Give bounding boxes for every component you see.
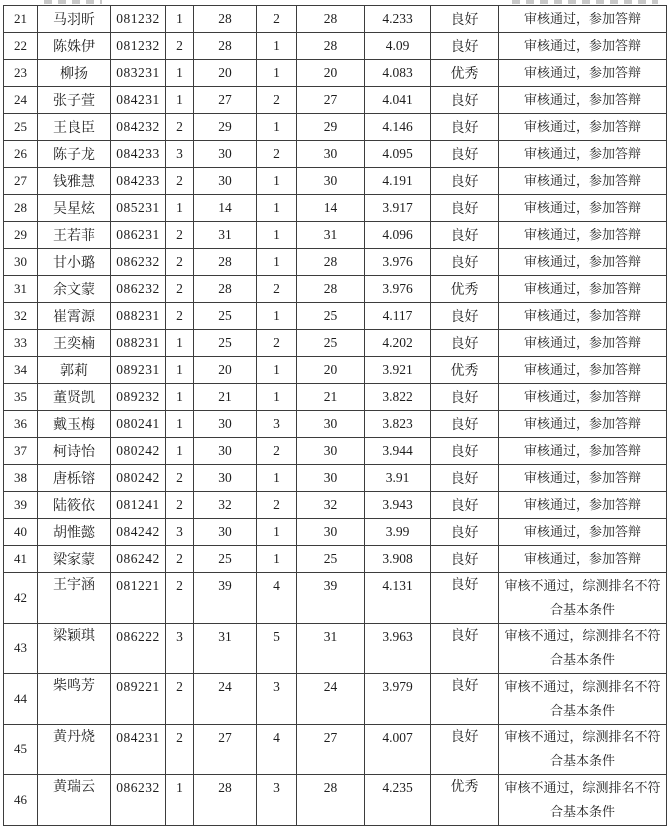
cell-review-remark: 审核不通过，综测排名不符合基本条件 xyxy=(499,674,667,725)
cell-row-no: 42 xyxy=(4,573,38,624)
cell-review-remark: 审核不通过，综测排名不符合基本条件 xyxy=(499,724,667,775)
review-table-body xyxy=(4,6,667,826)
cell-class-id: 089232 xyxy=(111,384,166,411)
cell-rank-1: 2 xyxy=(166,249,194,276)
cell-class-size-1: 28 xyxy=(194,33,257,60)
cell-rating: 良好 xyxy=(431,303,499,330)
cell-class-size-2: 24 xyxy=(297,674,365,725)
cell-class-size-1: 30 xyxy=(194,168,257,195)
cell-class-size-1: 28 xyxy=(194,775,257,826)
cell-rank-1: 2 xyxy=(166,276,194,303)
cell-name: 柴鸣芳 xyxy=(38,674,111,725)
cell-class-id: 081232 xyxy=(111,33,166,60)
cell-gpa: 3.917 xyxy=(365,195,431,222)
cell-review-remark: 审核通过，参加答辩 xyxy=(499,411,667,438)
cell-rank-2: 3 xyxy=(257,674,297,725)
cell-name: 崔霄源 xyxy=(38,303,111,330)
cell-row-no: 45 xyxy=(4,724,38,775)
cell-row-no: 43 xyxy=(4,623,38,674)
cell-name: 钱雅慧 xyxy=(38,168,111,195)
cell-class-size-2: 30 xyxy=(297,465,365,492)
cell-class-id: 081241 xyxy=(111,492,166,519)
cell-rank-2: 1 xyxy=(257,546,297,573)
cell-rating: 良好 xyxy=(431,222,499,249)
cell-gpa: 4.09 xyxy=(365,33,431,60)
cell-rank-2: 1 xyxy=(257,303,297,330)
table-row xyxy=(4,276,667,303)
cell-rank-2: 5 xyxy=(257,623,297,674)
cell-rating: 良好 xyxy=(431,384,499,411)
cell-rank-2: 1 xyxy=(257,384,297,411)
cell-gpa: 3.822 xyxy=(365,384,431,411)
cell-review-remark: 审核通过，参加答辩 xyxy=(499,438,667,465)
cell-rating: 良好 xyxy=(431,249,499,276)
table-row xyxy=(4,330,667,357)
table-row xyxy=(4,195,667,222)
cell-rank-2: 2 xyxy=(257,492,297,519)
cell-class-size-1: 25 xyxy=(194,330,257,357)
cell-class-size-1: 29 xyxy=(194,114,257,141)
table-row xyxy=(4,168,667,195)
cell-review-remark: 审核不通过，综测排名不符合基本条件 xyxy=(499,775,667,826)
cell-class-size-2: 31 xyxy=(297,222,365,249)
cell-review-remark: 审核通过，参加答辩 xyxy=(499,249,667,276)
cell-gpa: 4.235 xyxy=(365,775,431,826)
table-row xyxy=(4,519,667,546)
cell-gpa: 3.976 xyxy=(365,276,431,303)
cell-class-size-1: 20 xyxy=(194,60,257,87)
cell-name: 胡惟懿 xyxy=(38,519,111,546)
cell-class-size-1: 25 xyxy=(194,303,257,330)
cell-rank-2: 4 xyxy=(257,724,297,775)
cell-name: 黄瑞云 xyxy=(38,775,111,826)
cell-rank-1: 2 xyxy=(166,724,194,775)
cell-class-size-1: 30 xyxy=(194,465,257,492)
cell-gpa: 4.007 xyxy=(365,724,431,775)
table-row xyxy=(4,357,667,384)
table-row xyxy=(4,60,667,87)
table-row xyxy=(4,249,667,276)
cell-class-id: 086232 xyxy=(111,249,166,276)
cell-class-id: 088231 xyxy=(111,303,166,330)
cell-class-size-1: 24 xyxy=(194,674,257,725)
cell-review-remark: 审核通过，参加答辩 xyxy=(499,384,667,411)
cell-rank-1: 1 xyxy=(166,438,194,465)
cell-name: 王奕楠 xyxy=(38,330,111,357)
cell-class-size-2: 28 xyxy=(297,276,365,303)
cell-name: 余文蒙 xyxy=(38,276,111,303)
cell-rank-1: 3 xyxy=(166,623,194,674)
cell-rating: 良好 xyxy=(431,141,499,168)
cell-rank-1: 1 xyxy=(166,411,194,438)
cell-class-id: 080242 xyxy=(111,438,166,465)
cell-class-id: 083231 xyxy=(111,60,166,87)
cell-rank-2: 2 xyxy=(257,6,297,33)
cell-row-no: 36 xyxy=(4,411,38,438)
cell-rating: 良好 xyxy=(431,330,499,357)
cell-row-no: 31 xyxy=(4,276,38,303)
cell-class-size-2: 30 xyxy=(297,411,365,438)
cell-rating: 良好 xyxy=(431,724,499,775)
cell-row-no: 23 xyxy=(4,60,38,87)
cell-class-id: 086232 xyxy=(111,775,166,826)
table-row xyxy=(4,573,667,624)
cell-rank-1: 3 xyxy=(166,519,194,546)
cell-class-size-1: 31 xyxy=(194,222,257,249)
clipped-prev-row-artifact-right xyxy=(512,0,658,4)
cell-rank-2: 1 xyxy=(257,519,297,546)
cell-gpa: 3.921 xyxy=(365,357,431,384)
cell-row-no: 33 xyxy=(4,330,38,357)
table-row xyxy=(4,411,667,438)
cell-class-size-2: 28 xyxy=(297,33,365,60)
cell-class-size-2: 20 xyxy=(297,357,365,384)
cell-rating: 良好 xyxy=(431,465,499,492)
cell-name: 甘小璐 xyxy=(38,249,111,276)
cell-review-remark: 审核通过，参加答辩 xyxy=(499,546,667,573)
cell-class-size-1: 27 xyxy=(194,87,257,114)
cell-name: 陈子龙 xyxy=(38,141,111,168)
cell-row-no: 32 xyxy=(4,303,38,330)
cell-rank-1: 2 xyxy=(166,33,194,60)
cell-rating: 良好 xyxy=(431,87,499,114)
cell-review-remark: 审核通过，参加答辩 xyxy=(499,465,667,492)
cell-row-no: 39 xyxy=(4,492,38,519)
cell-class-size-2: 30 xyxy=(297,141,365,168)
cell-gpa: 3.944 xyxy=(365,438,431,465)
cell-rank-2: 2 xyxy=(257,330,297,357)
cell-name: 梁家蒙 xyxy=(38,546,111,573)
cell-rank-1: 2 xyxy=(166,168,194,195)
cell-gpa: 3.976 xyxy=(365,249,431,276)
cell-rating: 良好 xyxy=(431,195,499,222)
cell-class-id: 089221 xyxy=(111,674,166,725)
cell-class-id: 080242 xyxy=(111,465,166,492)
cell-review-remark: 审核不通过，综测排名不符合基本条件 xyxy=(499,573,667,624)
cell-review-remark: 审核通过，参加答辩 xyxy=(499,492,667,519)
cell-class-id: 086232 xyxy=(111,276,166,303)
cell-row-no: 35 xyxy=(4,384,38,411)
cell-rank-2: 1 xyxy=(257,195,297,222)
cell-class-id: 088231 xyxy=(111,330,166,357)
cell-class-size-2: 20 xyxy=(297,60,365,87)
cell-gpa: 4.233 xyxy=(365,6,431,33)
cell-rank-1: 1 xyxy=(166,384,194,411)
cell-class-size-2: 28 xyxy=(297,6,365,33)
cell-name: 梁颖琪 xyxy=(38,623,111,674)
cell-rating: 良好 xyxy=(431,6,499,33)
cell-class-size-2: 30 xyxy=(297,438,365,465)
cell-rating: 良好 xyxy=(431,168,499,195)
cell-gpa: 4.095 xyxy=(365,141,431,168)
cell-gpa: 3.91 xyxy=(365,465,431,492)
cell-class-size-1: 25 xyxy=(194,546,257,573)
cell-rank-1: 2 xyxy=(166,492,194,519)
cell-class-id: 086231 xyxy=(111,222,166,249)
cell-rank-2: 1 xyxy=(257,465,297,492)
cell-class-id: 084231 xyxy=(111,724,166,775)
cell-rank-2: 1 xyxy=(257,357,297,384)
cell-row-no: 44 xyxy=(4,674,38,725)
cell-class-size-2: 14 xyxy=(297,195,365,222)
cell-class-size-1: 32 xyxy=(194,492,257,519)
table-row xyxy=(4,222,667,249)
cell-row-no: 29 xyxy=(4,222,38,249)
cell-rank-2: 3 xyxy=(257,411,297,438)
cell-class-size-2: 29 xyxy=(297,114,365,141)
cell-review-remark: 审核通过，参加答辩 xyxy=(499,303,667,330)
cell-name: 王若菲 xyxy=(38,222,111,249)
cell-rank-2: 2 xyxy=(257,87,297,114)
cell-rank-1: 1 xyxy=(166,195,194,222)
table-row xyxy=(4,6,667,33)
cell-class-size-2: 27 xyxy=(297,724,365,775)
cell-rating: 优秀 xyxy=(431,775,499,826)
cell-rank-2: 2 xyxy=(257,141,297,168)
cell-gpa: 3.943 xyxy=(365,492,431,519)
table-row xyxy=(4,303,667,330)
cell-class-size-2: 27 xyxy=(297,87,365,114)
cell-rank-1: 2 xyxy=(166,674,194,725)
cell-row-no: 46 xyxy=(4,775,38,826)
cell-row-no: 30 xyxy=(4,249,38,276)
cell-rating: 良好 xyxy=(431,519,499,546)
cell-class-size-2: 30 xyxy=(297,168,365,195)
cell-row-no: 37 xyxy=(4,438,38,465)
cell-row-no: 27 xyxy=(4,168,38,195)
cell-rating: 优秀 xyxy=(431,357,499,384)
cell-review-remark: 审核通过，参加答辩 xyxy=(499,276,667,303)
cell-review-remark: 审核通过，参加答辩 xyxy=(499,168,667,195)
cell-gpa: 4.131 xyxy=(365,573,431,624)
cell-rank-2: 1 xyxy=(257,168,297,195)
cell-review-remark: 审核通过，参加答辩 xyxy=(499,33,667,60)
cell-class-id: 081232 xyxy=(111,6,166,33)
cell-review-remark: 审核不通过，综测排名不符合基本条件 xyxy=(499,623,667,674)
cell-rank-1: 3 xyxy=(166,141,194,168)
cell-class-size-2: 25 xyxy=(297,546,365,573)
cell-rank-1: 1 xyxy=(166,87,194,114)
cell-gpa: 3.99 xyxy=(365,519,431,546)
cell-class-id: 080241 xyxy=(111,411,166,438)
cell-rank-1: 1 xyxy=(166,330,194,357)
cell-class-id: 084232 xyxy=(111,114,166,141)
cell-class-id: 084233 xyxy=(111,141,166,168)
cell-class-size-1: 28 xyxy=(194,276,257,303)
cell-class-size-2: 39 xyxy=(297,573,365,624)
table-row xyxy=(4,465,667,492)
clipped-prev-row-artifact-left xyxy=(44,0,102,4)
cell-review-remark: 审核通过，参加答辩 xyxy=(499,222,667,249)
cell-class-id: 085231 xyxy=(111,195,166,222)
cell-class-size-2: 30 xyxy=(297,519,365,546)
table-row xyxy=(4,384,667,411)
cell-name: 柯诗怡 xyxy=(38,438,111,465)
cell-rating: 良好 xyxy=(431,674,499,725)
cell-review-remark: 审核通过，参加答辩 xyxy=(499,519,667,546)
cell-rank-1: 1 xyxy=(166,775,194,826)
cell-name: 黄丹烧 xyxy=(38,724,111,775)
cell-review-remark: 审核通过，参加答辩 xyxy=(499,357,667,384)
cell-row-no: 26 xyxy=(4,141,38,168)
cell-name: 王良臣 xyxy=(38,114,111,141)
cell-review-remark: 审核通过，参加答辩 xyxy=(499,330,667,357)
cell-class-size-1: 28 xyxy=(194,6,257,33)
cell-rank-2: 1 xyxy=(257,114,297,141)
cell-class-size-2: 28 xyxy=(297,775,365,826)
cell-row-no: 40 xyxy=(4,519,38,546)
cell-name: 唐栎镕 xyxy=(38,465,111,492)
student-review-table xyxy=(3,5,667,826)
cell-rank-1: 1 xyxy=(166,6,194,33)
cell-rating: 良好 xyxy=(431,546,499,573)
cell-name: 董贤凯 xyxy=(38,384,111,411)
cell-review-remark: 审核通过，参加答辩 xyxy=(499,60,667,87)
cell-name: 柳扬 xyxy=(38,60,111,87)
cell-rank-1: 2 xyxy=(166,303,194,330)
cell-class-size-1: 20 xyxy=(194,357,257,384)
cell-gpa: 4.202 xyxy=(365,330,431,357)
table-row xyxy=(4,775,667,826)
table-row xyxy=(4,623,667,674)
cell-class-id: 081221 xyxy=(111,573,166,624)
cell-class-size-2: 25 xyxy=(297,330,365,357)
cell-review-remark: 审核通过，参加答辩 xyxy=(499,6,667,33)
cell-rating: 良好 xyxy=(431,411,499,438)
cell-class-id: 089231 xyxy=(111,357,166,384)
cell-class-size-1: 31 xyxy=(194,623,257,674)
cell-review-remark: 审核通过，参加答辩 xyxy=(499,87,667,114)
cell-gpa: 3.979 xyxy=(365,674,431,725)
cell-rank-2: 1 xyxy=(257,249,297,276)
cell-row-no: 28 xyxy=(4,195,38,222)
table-row xyxy=(4,438,667,465)
cell-rank-2: 1 xyxy=(257,222,297,249)
cell-rating: 良好 xyxy=(431,573,499,624)
cell-class-size-1: 39 xyxy=(194,573,257,624)
cell-class-size-1: 30 xyxy=(194,519,257,546)
cell-row-no: 34 xyxy=(4,357,38,384)
cell-rank-1: 2 xyxy=(166,222,194,249)
cell-class-id: 086242 xyxy=(111,546,166,573)
cell-class-id: 086222 xyxy=(111,623,166,674)
cell-gpa: 4.117 xyxy=(365,303,431,330)
cell-class-size-1: 21 xyxy=(194,384,257,411)
cell-rating: 良好 xyxy=(431,492,499,519)
cell-rating: 良好 xyxy=(431,438,499,465)
cell-name: 戴玉梅 xyxy=(38,411,111,438)
cell-class-id: 084233 xyxy=(111,168,166,195)
cell-rating: 优秀 xyxy=(431,60,499,87)
cell-class-size-2: 21 xyxy=(297,384,365,411)
cell-class-size-1: 30 xyxy=(194,141,257,168)
table-row xyxy=(4,87,667,114)
cell-row-no: 41 xyxy=(4,546,38,573)
cell-gpa: 4.146 xyxy=(365,114,431,141)
cell-rank-2: 4 xyxy=(257,573,297,624)
cell-rank-2: 1 xyxy=(257,33,297,60)
cell-class-size-2: 31 xyxy=(297,623,365,674)
cell-gpa: 4.041 xyxy=(365,87,431,114)
cell-review-remark: 审核通过，参加答辩 xyxy=(499,114,667,141)
table-row xyxy=(4,492,667,519)
cell-name: 陈姝伊 xyxy=(38,33,111,60)
cell-name: 郭莉 xyxy=(38,357,111,384)
cell-rank-1: 2 xyxy=(166,114,194,141)
cell-name: 张子萱 xyxy=(38,87,111,114)
cell-gpa: 3.823 xyxy=(365,411,431,438)
cell-gpa: 4.191 xyxy=(365,168,431,195)
table-row xyxy=(4,114,667,141)
cell-name: 陆筱依 xyxy=(38,492,111,519)
cell-gpa: 3.908 xyxy=(365,546,431,573)
cell-class-size-1: 30 xyxy=(194,438,257,465)
cell-rank-2: 2 xyxy=(257,276,297,303)
cell-gpa: 4.096 xyxy=(365,222,431,249)
cell-class-size-2: 25 xyxy=(297,303,365,330)
cell-class-id: 084231 xyxy=(111,87,166,114)
table-row xyxy=(4,674,667,725)
cell-rating: 优秀 xyxy=(431,276,499,303)
table-row xyxy=(4,724,667,775)
cell-row-no: 25 xyxy=(4,114,38,141)
cell-rank-1: 2 xyxy=(166,573,194,624)
cell-row-no: 24 xyxy=(4,87,38,114)
cell-rank-2: 2 xyxy=(257,438,297,465)
cell-gpa: 4.083 xyxy=(365,60,431,87)
cell-name: 王宇涵 xyxy=(38,573,111,624)
table-row xyxy=(4,141,667,168)
cell-row-no: 38 xyxy=(4,465,38,492)
cell-name: 吴星炫 xyxy=(38,195,111,222)
table-row xyxy=(4,546,667,573)
cell-name: 马羽昕 xyxy=(38,6,111,33)
cell-gpa: 3.963 xyxy=(365,623,431,674)
cell-class-id: 084242 xyxy=(111,519,166,546)
cell-rating: 良好 xyxy=(431,623,499,674)
cell-review-remark: 审核通过，参加答辩 xyxy=(499,195,667,222)
cell-rank-1: 2 xyxy=(166,465,194,492)
cell-rank-1: 1 xyxy=(166,60,194,87)
cell-class-size-1: 28 xyxy=(194,249,257,276)
cell-rank-1: 1 xyxy=(166,357,194,384)
cell-class-size-1: 14 xyxy=(194,195,257,222)
cell-rank-2: 1 xyxy=(257,60,297,87)
cell-class-size-2: 28 xyxy=(297,249,365,276)
cell-rating: 良好 xyxy=(431,114,499,141)
cell-row-no: 22 xyxy=(4,33,38,60)
cell-class-size-1: 30 xyxy=(194,411,257,438)
cell-review-remark: 审核通过，参加答辩 xyxy=(499,141,667,168)
cell-class-size-2: 32 xyxy=(297,492,365,519)
cell-rating: 良好 xyxy=(431,33,499,60)
cell-rank-1: 2 xyxy=(166,546,194,573)
cell-row-no: 21 xyxy=(4,6,38,33)
cell-rank-2: 3 xyxy=(257,775,297,826)
table-row xyxy=(4,33,667,60)
cell-class-size-1: 27 xyxy=(194,724,257,775)
